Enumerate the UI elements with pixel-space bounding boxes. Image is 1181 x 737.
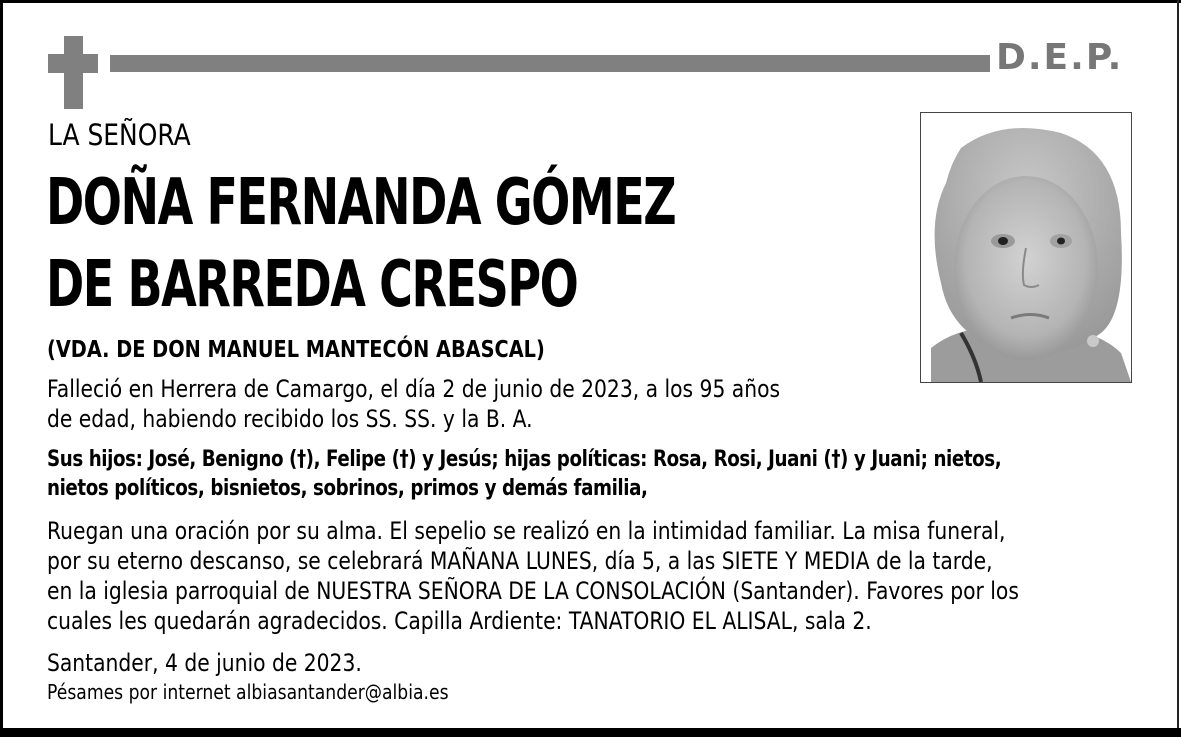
service-info-line: en la iglesia parroquial de NUESTRA SEÑORA DE LA CONSOLACIÓN (Santander). Favores por los bbox=[47, 577, 1019, 605]
service-info-line: cuales les quedarán agradecidos. Capilla Ardiente: TANATORIO EL ALISAL, sala 2. bbox=[47, 607, 872, 635]
service-info-line: por su eterno descanso, se celebrará MAÑANA LUNES, día 5, a las SIETE Y MEDIA de la tarde, bbox=[47, 547, 993, 575]
service-info-line: Ruegan una oración por su alma. El sepelio se realizó en la intimidad familiar. La misa funeral, bbox=[47, 517, 1006, 545]
deceased-name-line2: DE BARREDA CRESPO bbox=[46, 248, 578, 322]
header-rule bbox=[110, 55, 990, 72]
condolences-email: Pésames por internet albiasantander@albia.es bbox=[47, 680, 449, 704]
death-notice-line: de edad, habiendo recibido los SS. SS. y la B. A. bbox=[47, 405, 533, 433]
death-notice-line: Falleció en Herrera de Camargo, el día 2 de junio de 2023, a los 95 años bbox=[47, 375, 781, 403]
family-line: nietos políticos, bisnietos, sobrinos, primos y demás familia, bbox=[47, 476, 648, 501]
frame-border-left bbox=[0, 0, 3, 737]
family-line: Sus hijos: José, Benigno (†), Felipe (†) y Jesús; hijas políticas: Rosa, Rosi, Juani (†) y Juani; nietos, bbox=[47, 447, 1002, 472]
frame-border-right bbox=[1177, 0, 1179, 728]
dep-label: D.E.P. bbox=[996, 37, 1124, 78]
portrait-photo bbox=[920, 112, 1132, 383]
deceased-name-line1: DOÑA FERNANDA GÓMEZ bbox=[46, 166, 676, 240]
portrait-image bbox=[921, 113, 1131, 382]
cross-horizontal-bar bbox=[48, 54, 98, 73]
place-date: Santander, 4 de junio de 2023. bbox=[47, 649, 362, 677]
title-prefix: LA SEÑORA bbox=[48, 118, 191, 152]
widow-of: (VDA. DE DON MANUEL MANTECÓN ABASCAL) bbox=[47, 337, 545, 363]
frame-border-top bbox=[0, 0, 1181, 3]
frame-border-bottom bbox=[0, 728, 1181, 737]
